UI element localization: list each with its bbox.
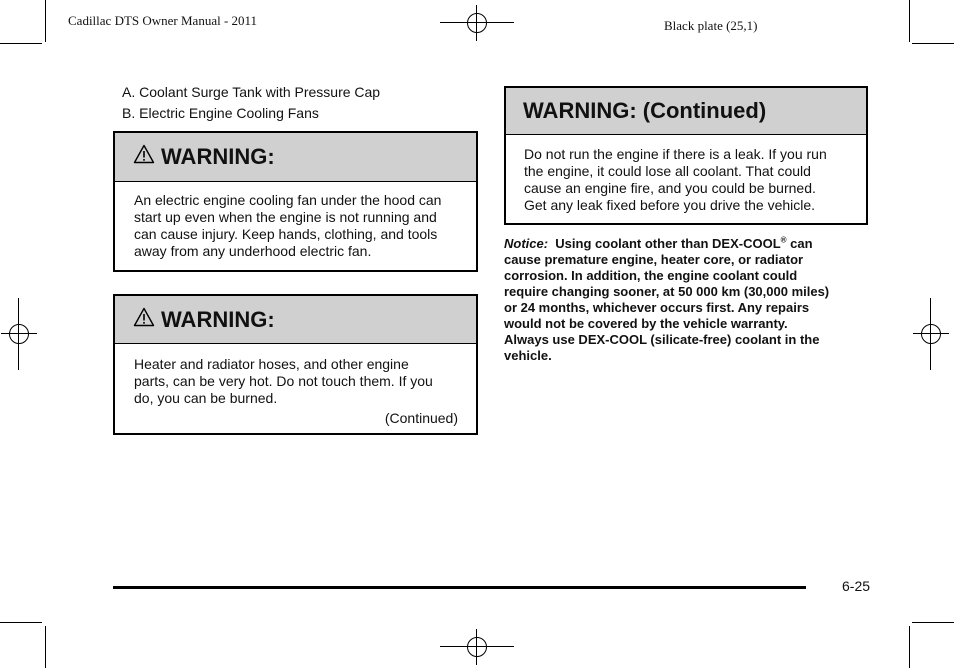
registration-line bbox=[18, 298, 19, 370]
warning-body bbox=[506, 135, 866, 214]
warning-header bbox=[506, 88, 866, 135]
notice-line: cause premature engine, heater core, or radiator bbox=[504, 252, 804, 267]
warning-title: WARNING: bbox=[161, 306, 275, 332]
warning-line: the engine, it could lose all coolant. That could bbox=[524, 163, 811, 179]
figure-captions bbox=[122, 82, 380, 124]
registration-line bbox=[440, 22, 514, 23]
registered-mark: ® bbox=[780, 235, 787, 245]
registration-mark-right bbox=[913, 316, 949, 352]
notice-line: corrosion. In addition, the engine coolant could bbox=[504, 268, 798, 283]
notice-line: or 24 months, whichever occurs first. Any repairs bbox=[504, 300, 810, 315]
warning-title: WARNING: bbox=[161, 144, 275, 169]
crop-mark bbox=[909, 0, 910, 42]
warning-line: Get any leak fixed before you drive the vehicle. bbox=[524, 197, 816, 213]
registration-mark-left bbox=[1, 316, 37, 352]
warning-header bbox=[115, 133, 476, 182]
crop-mark bbox=[912, 622, 954, 623]
crop-mark bbox=[0, 43, 42, 44]
warning-body bbox=[115, 182, 476, 260]
continued-label: (Continued) bbox=[384, 410, 458, 426]
header-document-title: Cadillac DTS Owner Manual - 2011 bbox=[68, 13, 258, 28]
notice-text: Using coolant other than DEX-COOL bbox=[555, 236, 781, 251]
warning-line: cause an engine fire, and you could be burned. bbox=[524, 180, 816, 196]
crop-mark bbox=[0, 622, 42, 623]
crop-mark bbox=[45, 0, 46, 42]
warning-triangle-icon bbox=[133, 307, 155, 333]
warning-body bbox=[115, 344, 476, 407]
warning-line: An electric engine cooling fan under the hood can bbox=[134, 192, 442, 208]
warning-line: can cause injury. Keep hands, clothing, and tools bbox=[134, 226, 438, 242]
registration-mark-top bbox=[459, 5, 495, 41]
notice-line: Always use DEX-COOL (silicate-free) coolant in the bbox=[504, 332, 820, 347]
warning-box-continued bbox=[504, 86, 868, 225]
warning-line: Heater and radiator hoses, and other engine bbox=[134, 356, 409, 372]
crop-mark bbox=[912, 43, 954, 44]
caption-b: B. Electric Engine Cooling Fans bbox=[122, 105, 319, 121]
crop-mark bbox=[909, 626, 910, 668]
notice-line: vehicle. bbox=[504, 348, 552, 363]
warning-line: start up even when the engine is not running and bbox=[134, 209, 437, 225]
notice-line bbox=[504, 236, 874, 252]
notice-line: would not be covered by the vehicle warranty. bbox=[504, 316, 788, 331]
warning-line: away from any underhood electric fan. bbox=[134, 243, 372, 259]
warning-header bbox=[115, 296, 476, 344]
page-number: 6-25 bbox=[842, 578, 871, 594]
header-plate-label: Black plate (25,1) bbox=[664, 18, 758, 33]
registration-line bbox=[930, 298, 931, 370]
registration-mark-bottom bbox=[459, 629, 495, 665]
notice-lead: Notice: bbox=[504, 236, 549, 251]
registration-line bbox=[440, 646, 514, 647]
warning-line: parts, can be very hot. Do not touch them. If you bbox=[134, 373, 433, 389]
crop-mark bbox=[45, 626, 46, 668]
warning-box-hoses bbox=[113, 294, 478, 435]
warning-box-fan bbox=[113, 131, 478, 272]
caption-a: A. Coolant Surge Tank with Pressure Cap bbox=[122, 84, 381, 100]
warning-title: WARNING: (Continued) bbox=[523, 98, 767, 123]
notice-paragraph bbox=[504, 236, 874, 364]
warning-triangle-icon bbox=[133, 144, 155, 170]
warning-line: Do not run the engine if there is a leak. If you run bbox=[524, 146, 827, 162]
notice-text: can bbox=[786, 236, 813, 251]
warning-line: do, you can be burned. bbox=[134, 390, 278, 406]
notice-line: require changing sooner, at 50 000 km (30,000 miles) bbox=[504, 284, 830, 299]
footer-rule bbox=[113, 586, 806, 589]
